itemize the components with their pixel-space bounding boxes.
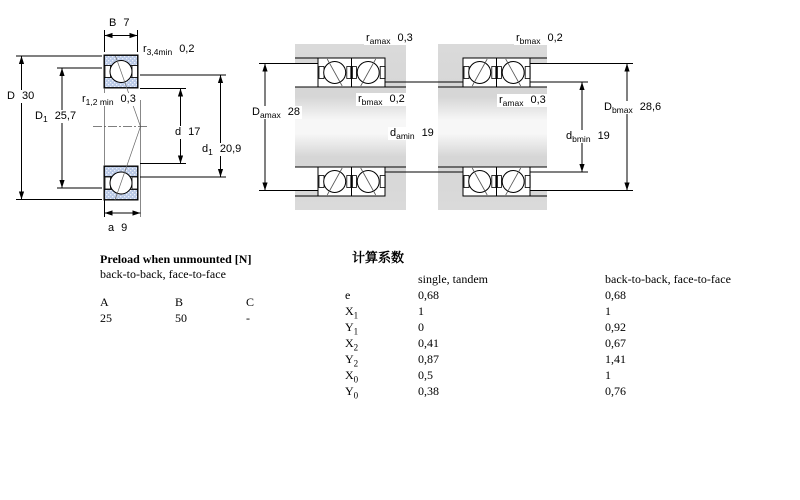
factors-col-header-single: single, tandem (418, 272, 488, 286)
factor-symbol: $Y_0$ (345, 384, 359, 401)
factors-paired-column (605, 288, 626, 400)
factors-symbol-column (345, 288, 358, 400)
dim-label-B: B 7 (109, 17, 130, 29)
dim-label-D1: $D_1$ 25,7 (35, 110, 77, 125)
dim-label-D: D 30 (7, 90, 35, 102)
dim-label-Damax: $D_{amax}$ 28 (252, 106, 300, 121)
factor-symbol: e (345, 288, 351, 302)
factor-value-paired: 0,68 (605, 288, 626, 302)
mounting-arrangement-b-drawing (438, 44, 633, 210)
preload-subtitle: back-to-back, face-to-face (100, 267, 226, 281)
factor-value-single: 0,41 (418, 336, 439, 350)
dim-label-b-ramax: $r_{amax}$ 0,3 (499, 94, 546, 109)
factors-single-column (418, 288, 439, 400)
dim-label-r12min: $r_{1,2 min}$ 0,3 (82, 93, 136, 108)
factor-value-single: 1 (418, 304, 424, 318)
dim-label-a: a 9 (108, 222, 128, 234)
preload-value-c: - (246, 311, 250, 325)
factor-symbol: $X_1$ (345, 304, 359, 321)
factor-value-paired: 0,92 (605, 320, 626, 334)
factor-symbol: $X_2$ (345, 336, 359, 353)
factors-title: 计算系数 (352, 250, 405, 265)
factor-value-single: 0,87 (418, 352, 439, 366)
dim-label-a-rbmax: $r_{bmax}$ 0,2 (358, 93, 405, 108)
factor-value-paired: 1,41 (605, 352, 626, 366)
factor-value-single: 0,5 (418, 368, 433, 382)
dim-label-a-ramax: $r_{amax}$ 0,3 (366, 32, 413, 47)
preload-title: Preload when unmounted [N] (100, 252, 252, 266)
factor-value-paired: 1 (605, 368, 611, 382)
preload-col-header-a: A (100, 295, 109, 309)
dim-label-damin: $d_{amin}$ 19 (390, 127, 434, 142)
factor-value-single: 0,38 (418, 384, 439, 398)
factor-value-single: 0,68 (418, 288, 439, 302)
dim-label-dbmin: $d_{bmin}$ 19 (566, 130, 610, 145)
dim-label-d1: $d_1$ 20,9 (202, 143, 242, 158)
dim-label-d: d 17 (175, 126, 201, 138)
factor-symbol: $Y_2$ (345, 352, 359, 369)
factor-symbol: $X_0$ (345, 368, 359, 385)
preload-value-b: 50 (175, 311, 187, 325)
factor-value-paired: 0,76 (605, 384, 626, 398)
factors-col-header-paired: back-to-back, face-to-face (605, 272, 731, 286)
dim-label-r34min: $r_{3,4min}$ 0,2 (143, 43, 195, 58)
factor-value-single: 0 (418, 320, 424, 334)
factor-symbol: $Y_1$ (345, 320, 359, 337)
preload-col-header-c: C (246, 295, 255, 309)
dim-label-Dbmax: $D_{bmax}$ 28,6 (604, 101, 662, 116)
dim-label-b-rbmax: $r_{bmax}$ 0,2 (516, 32, 563, 47)
preload-value-a: 25 (100, 311, 112, 325)
factor-value-paired: 1 (605, 304, 611, 318)
preload-col-header-b: B (175, 295, 184, 309)
factor-value-paired: 0,67 (605, 336, 626, 350)
